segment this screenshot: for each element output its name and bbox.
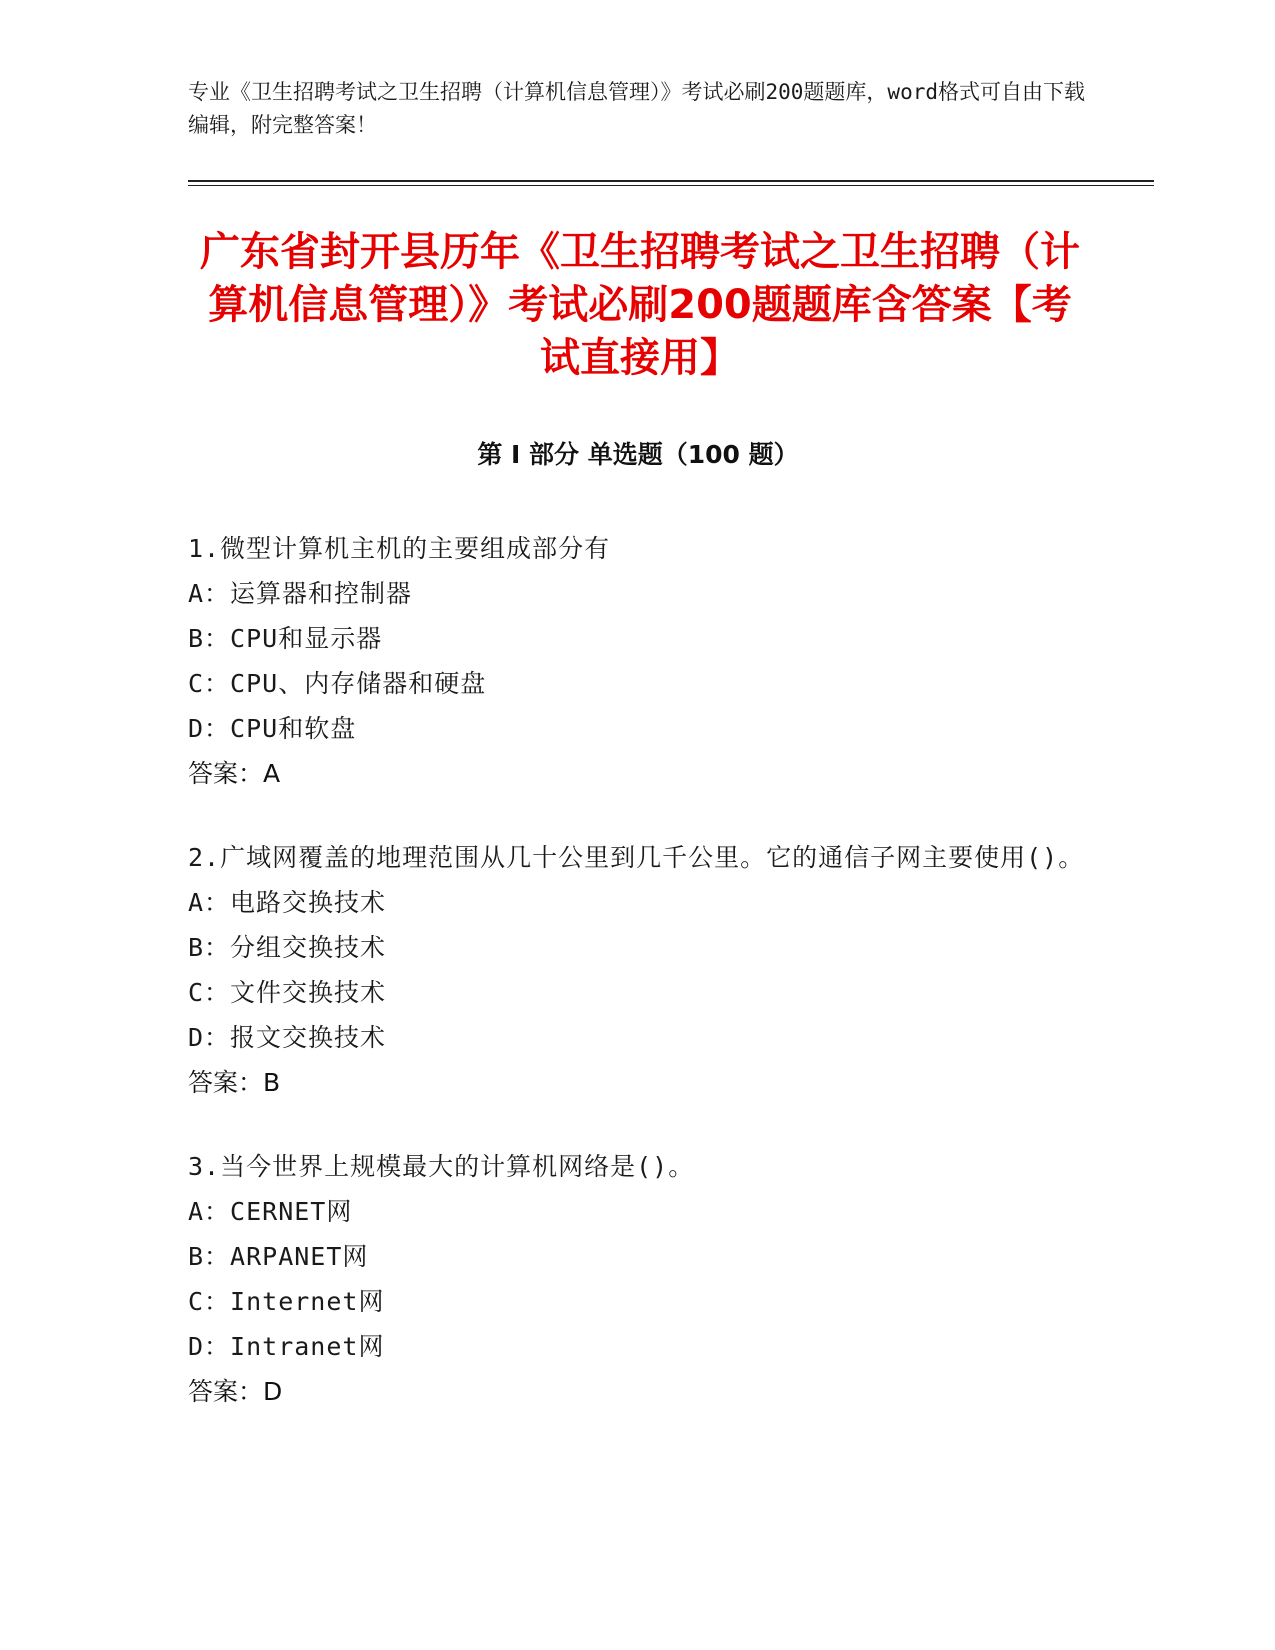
option-b: B：ARPANET网 bbox=[188, 1242, 369, 1271]
option-c: C：Internet网 bbox=[188, 1287, 385, 1316]
question-stem: 1.微型计算机主机的主要组成部分有 bbox=[188, 534, 611, 563]
option-c: C：文件交换技术 bbox=[188, 978, 387, 1007]
answer-line: 答案：B bbox=[188, 1068, 281, 1097]
section-title: 第 I 部分 单选题（100 题） bbox=[477, 440, 799, 469]
header-divider-thin bbox=[188, 185, 1154, 186]
question-item bbox=[188, 835, 1088, 1105]
question-stem: 3.当今世界上规模最大的计算机网络是()。 bbox=[188, 1152, 695, 1181]
option-d: D：报文交换技术 bbox=[188, 1023, 387, 1052]
option-d: D：Intranet网 bbox=[188, 1332, 385, 1361]
header-divider-thick bbox=[188, 180, 1154, 182]
document-title: 广东省封开县历年《卫生招聘考试之卫生招聘（计算机信息管理）》考试必刷200题题库含答案【考试直接用】 bbox=[200, 229, 1080, 381]
question-item bbox=[188, 1144, 1088, 1414]
question-stem: 2.广域网覆盖的地理范围从几十公里到几千公里。它的通信子网主要使用()。 bbox=[188, 843, 1085, 872]
option-d: D：CPU和软盘 bbox=[188, 714, 357, 743]
option-a: A：电路交换技术 bbox=[188, 888, 387, 917]
answer-line: 答案：D bbox=[188, 1377, 283, 1406]
option-b: B：分组交换技术 bbox=[188, 933, 387, 962]
option-a: A：运算器和控制器 bbox=[188, 579, 413, 608]
question-list bbox=[188, 526, 1088, 1453]
option-b: B：CPU和显示器 bbox=[188, 624, 383, 653]
question-item bbox=[188, 526, 1088, 796]
answer-line: 答案：A bbox=[188, 759, 281, 788]
option-a: A：CERNET网 bbox=[188, 1197, 353, 1226]
header-note: 专业《卫生招聘考试之卫生招聘（计算机信息管理）》考试必刷200题题库，word格式可自由下载编辑，附完整答案！ bbox=[188, 80, 1085, 137]
option-c: C：CPU、内存储器和硬盘 bbox=[188, 669, 487, 698]
